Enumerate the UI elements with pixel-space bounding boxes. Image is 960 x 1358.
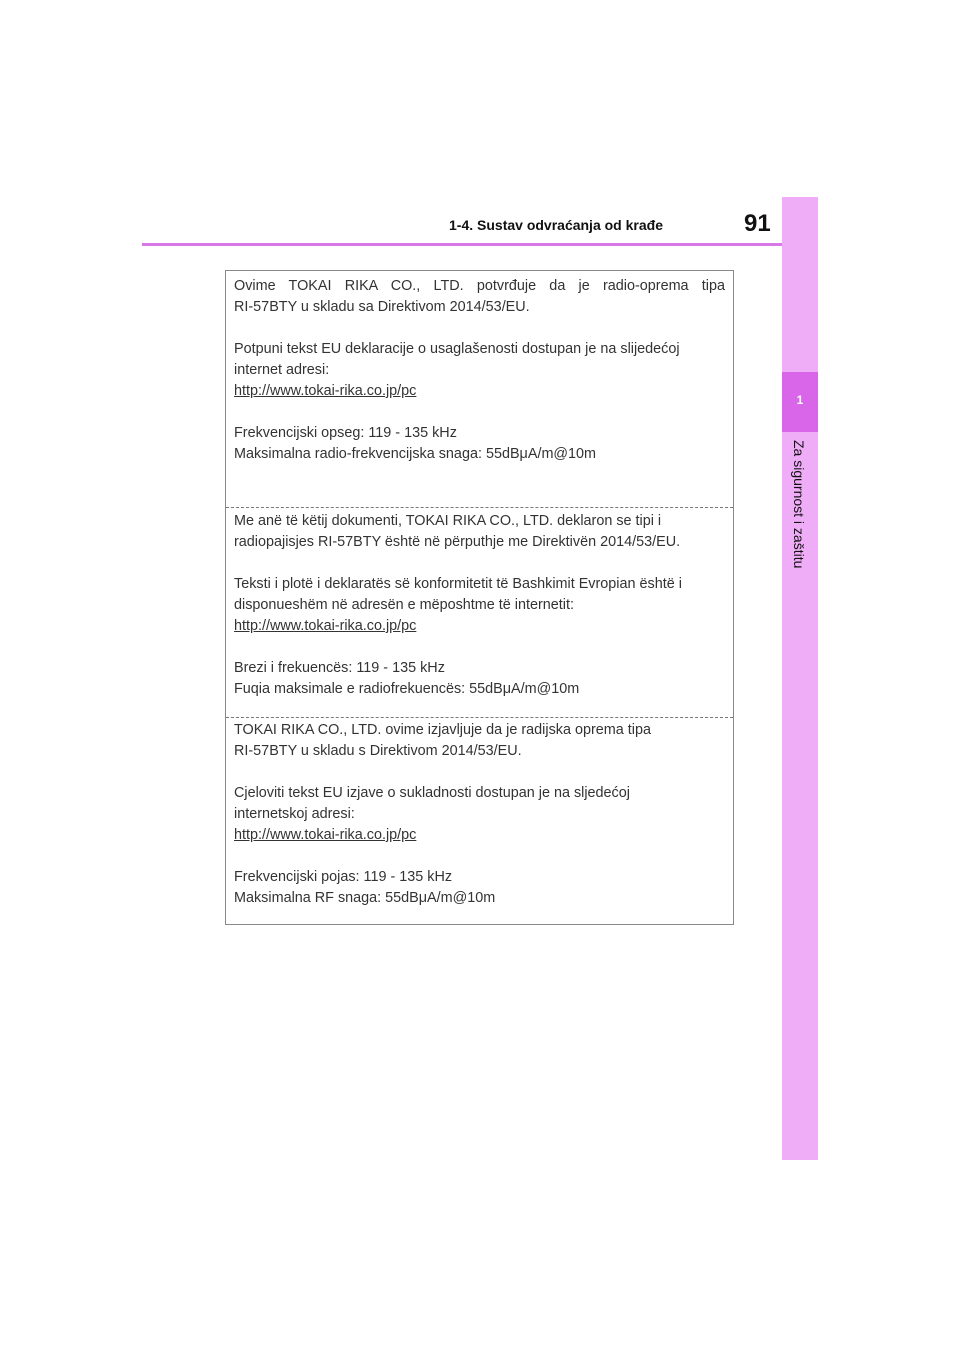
declaration-line: disponueshëm në adresën e mëposhtme të internetit: [234,597,574,613]
declaration-line: Teksti i plotë i deklaratës së konformitetit të Bashkimit Evropian është i [234,576,682,592]
declaration-box [225,270,734,925]
declaration-line: RI-57BTY u skladu sa Direktivom 2014/53/EU. [234,299,530,315]
section-title: 1-4. Sustav odvraćanja od krađe [449,217,663,233]
max-power: Fuqia maksimale e radiofrekuencës: 55dBμA/m@10m [234,681,580,697]
declaration-line: Potpuni tekst EU deklaracije o usaglašenosti dostupan je na slijedećoj [234,341,680,357]
header-rule [142,243,782,246]
declaration-section-albanian [226,507,733,717]
declaration-section-croatian [226,717,733,926]
declaration-url-link[interactable]: http://www.tokai-rika.co.jp/pc [234,827,417,843]
declaration-line: Cjeloviti tekst EU izjave o sukladnosti dostupan je na sljedećoj [234,785,630,801]
chapter-number: 1 [796,393,804,407]
declaration-url-link[interactable]: http://www.tokai-rika.co.jp/pc [234,383,417,399]
chapter-side-tab [782,197,818,1160]
declaration-line: Ovime TOKAI RIKA CO., LTD. potvrđuje da je radio-oprema tipa [234,278,725,294]
declaration-line: Me anë të këtij dokumenti, TOKAI RIKA CO., LTD. deklaron se tipi i [234,513,662,529]
declaration-line: RI-57BTY u skladu s Direktivom 2014/53/EU. [234,743,522,759]
page-number: 91 [744,210,771,237]
max-power: Maksimalna RF snaga: 55dBμA/m@10m [234,890,496,906]
frequency-range: Frekvencijski opseg: 119 - 135 kHz [234,425,457,441]
declaration-line: radiopajisjes RI-57BTY është në përputhje me Direktivën 2014/53/EU. [234,534,681,550]
declaration-section-bosnian [226,271,733,507]
declaration-line: internet adresi: [234,362,330,378]
chapter-label: Za sigurnost i zaštitu [791,440,807,569]
frequency-range: Frekvencijski pojas: 119 - 135 kHz [234,869,453,885]
declaration-line: internetskoj adresi: [234,806,355,822]
declaration-line: TOKAI RIKA CO., LTD. ovime izjavljuje da je radijska oprema tipa [234,722,651,738]
frequency-range: Brezi i frekuencës: 119 - 135 kHz [234,660,445,676]
declaration-url-link[interactable]: http://www.tokai-rika.co.jp/pc [234,618,417,634]
max-power: Maksimalna radio-frekvencijska snaga: 55dBμA/m@10m [234,446,597,462]
